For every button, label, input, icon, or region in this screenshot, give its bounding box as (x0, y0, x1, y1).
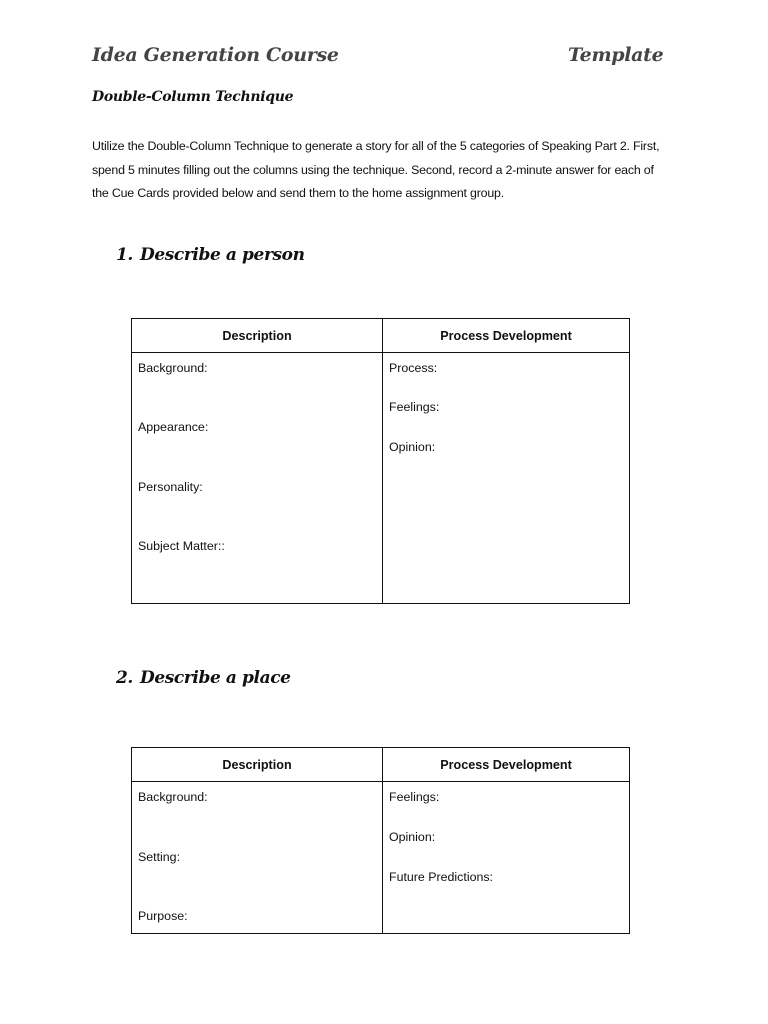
field-background: Background: (138, 790, 208, 804)
process-development-cell[interactable] (383, 782, 630, 934)
section-1-title: Describe a person (140, 245, 305, 265)
field-setting: Setting: (138, 850, 181, 864)
column-header-process-development: Process Development (383, 319, 630, 353)
description-cell[interactable] (132, 353, 383, 604)
section-1-table (131, 318, 630, 604)
field-future-predictions: Future Predictions: (389, 870, 493, 884)
field-appearance: Appearance: (138, 420, 209, 434)
section-1-heading (116, 245, 305, 265)
field-feelings: Feelings: (389, 400, 440, 414)
section-2-heading (116, 668, 291, 688)
course-title: Idea Generation Course (92, 44, 339, 66)
column-header-process-development: Process Development (383, 748, 630, 782)
process-development-cell[interactable] (383, 353, 630, 604)
field-subject-matter: Subject Matter:: (138, 539, 225, 553)
field-background: Background: (138, 361, 208, 375)
template-label: Template (568, 44, 664, 66)
field-personality: Personality: (138, 480, 203, 494)
field-feelings: Feelings: (389, 790, 440, 804)
description-cell[interactable] (132, 782, 383, 934)
section-2-table (131, 747, 630, 934)
technique-subtitle: Double-Column Technique (92, 89, 294, 105)
column-header-description: Description (132, 748, 383, 782)
field-opinion: Opinion: (389, 440, 436, 454)
field-opinion: Opinion: (389, 830, 436, 844)
section-1-number: 1. (116, 245, 133, 265)
field-process: Process: (389, 361, 438, 375)
column-header-description: Description (132, 319, 383, 353)
section-2-number: 2. (116, 668, 133, 688)
intro-paragraph: Utilize the Double-Column Technique to generate a story for all of the 5 categories of Speaking Part 2. First, spend 5 minutes filling out the columns using the technique. Second, record a 2-minute answer for each of the Cue Cards provided below and send them to the home assignment group. (92, 139, 660, 200)
section-2-title: Describe a place (140, 668, 291, 688)
field-purpose: Purpose: (138, 909, 188, 923)
